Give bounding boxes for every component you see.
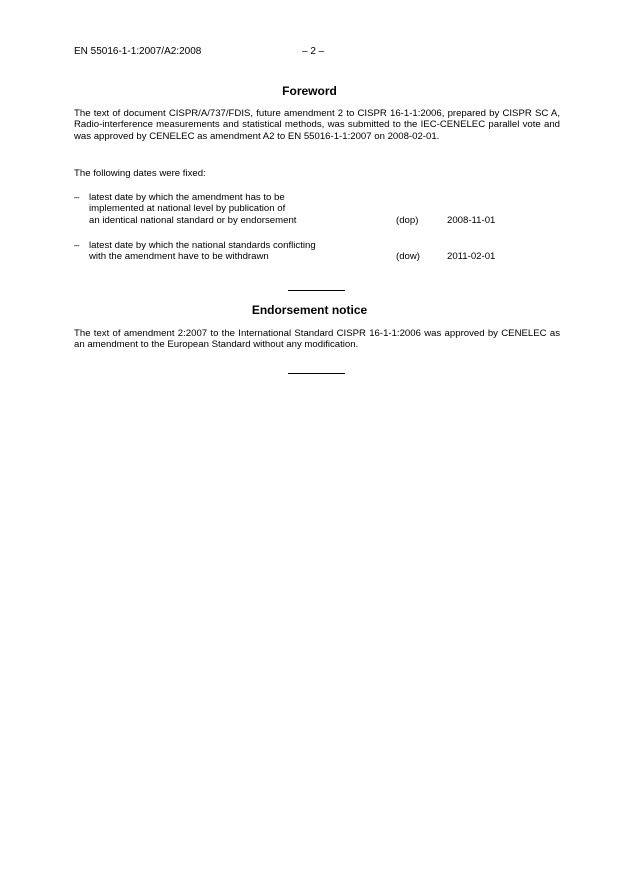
date-item-line: latest date by which the amendment has to be bbox=[89, 192, 285, 203]
page-number: – 2 – bbox=[302, 46, 325, 57]
date-item-dow bbox=[74, 240, 560, 263]
date-item-line: implemented at national level by publication of bbox=[89, 203, 286, 215]
endorsement-title: Endorsement notice bbox=[251, 303, 368, 317]
date-abbr: (dow) bbox=[396, 251, 420, 263]
date-item-text bbox=[89, 192, 374, 226]
document-id: EN 55016-1-1:2007/A2:2008 bbox=[74, 46, 202, 57]
date-abbr: (dop) bbox=[396, 214, 419, 226]
dates-list bbox=[74, 192, 560, 226]
date-value: 2008-11-01 bbox=[447, 214, 496, 226]
date-item-dop bbox=[74, 192, 560, 226]
date-item-text bbox=[89, 240, 374, 263]
date-item-line: with the amendment have to be withdrawn bbox=[89, 251, 269, 263]
end-divider bbox=[288, 373, 345, 374]
dates-list-2 bbox=[74, 240, 560, 263]
date-item-line: latest date by which the national standards conflicting bbox=[89, 240, 316, 251]
list-dash: – bbox=[74, 240, 80, 251]
date-item-line: an identical national standard or by endorsement bbox=[89, 214, 297, 226]
section-divider bbox=[288, 290, 345, 291]
date-value: 2011-02-01 bbox=[447, 251, 496, 263]
foreword-paragraph: The text of document CISPR/A/737/FDIS, future amendment 2 to CISPR 16-1-1:2006, prepared by CISPR SC A, Radio-interference measurements and statistical methods, was submitted to the IEC-CENELEC parallel vote and was approved by CENELEC as amendment A2 to EN 55016-1-1:2007 on 2008-02-01. bbox=[74, 108, 560, 142]
dates-intro: The following dates were fixed: bbox=[74, 168, 206, 179]
endorsement-paragraph: The text of amendment 2:2007 to the International Standard CISPR 16-1-1:2006 was approved by CENELEC as an amendment to the European Standard without any modification. bbox=[74, 328, 560, 351]
list-dash: – bbox=[74, 192, 80, 203]
foreword-title: Foreword bbox=[282, 84, 337, 98]
